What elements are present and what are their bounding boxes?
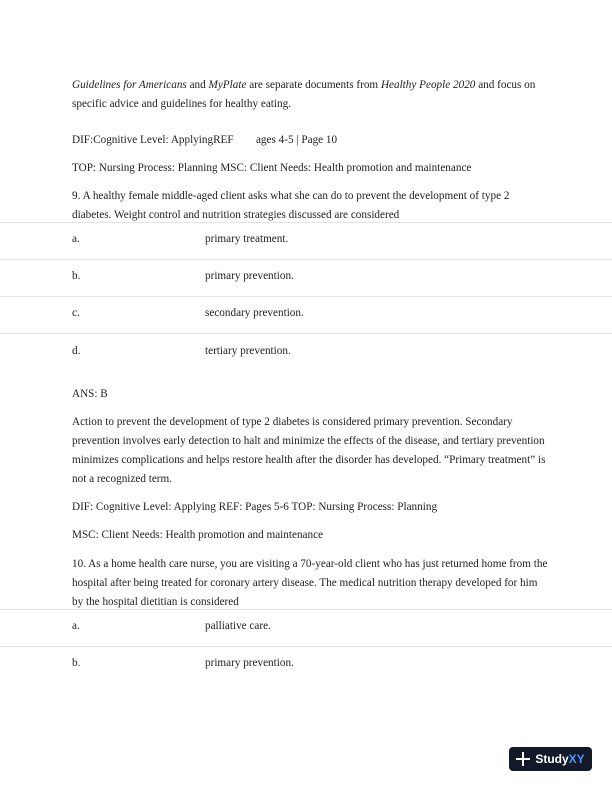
divider [0,609,612,610]
option-text: palliative care. [205,620,271,632]
q8-dif-line: DIF:Cognitive Level: ApplyingREF ages 4-5 | Page 10 [72,134,338,146]
option-letter: a. [72,233,80,245]
q8-top-line: TOP: Nursing Process: Planning MSC: Client Needs: Health promotion and maintenance [72,162,472,174]
q10-option-a [0,620,612,638]
option-letter: c. [72,307,80,319]
brand-name [535,752,584,766]
guidelines-title: Guidelines for Americans [72,79,187,91]
divider [0,333,612,334]
option-letter: d. [72,345,81,357]
intro-text-3: and focus on specific advice and guidelines for healthy eating. [72,79,536,110]
option-text: tertiary prevention. [205,345,291,357]
intro-text-1: and [186,79,209,91]
q10-stem: 10. As a home health care nurse, you are visiting a 70-year-old client who has just returned home from the hospital after being treated for coronary artery disease. The medical nutrition therapy developed for him by the hospital dietitian is considered [72,558,548,608]
divider [0,222,612,223]
divider [0,296,612,297]
studyxy-logo-badge[interactable] [509,747,592,771]
q9-answer: ANS: B [72,388,108,400]
q9-msc-line: MSC: Client Needs: Health promotion and maintenance [72,529,324,541]
intro-paragraph [72,76,550,114]
q10-option-b [0,657,612,675]
option-letter: b. [72,270,81,282]
q9-rationale: Action to prevent the development of type 2 diabetes is considered primary prevention. Secondary prevention involves early detection to halt and minimize the effects of the disease, and tertiary prevention minimizes complications and helps restore health after the disorder has developed. “Primary treatment” is not a recognized term. [72,416,546,485]
q9-stem: 9. A healthy female middle-aged client asks what she can do to prevent the development of type 2 diabetes. Weight control and nutrition strategies discussed are considered [72,190,510,221]
q9-option-c [0,307,612,325]
divider [0,646,612,647]
brand-main: Study [535,752,569,766]
option-text: primary prevention. [205,657,294,669]
q9-dif-line: DIF: Cognitive Level: Applying REF: Pages 5-6 TOP: Nursing Process: Planning [72,501,438,513]
q9-option-b [0,270,612,288]
healthy-people-title: Healthy People 2020 [380,79,476,91]
intro-text-2: are separate documents from [246,79,381,91]
option-text: primary treatment. [205,233,289,245]
myplate-title: MyPlate [208,79,247,91]
divider [0,259,612,260]
brand-accent: XY [568,752,585,766]
option-letter: b. [72,657,81,669]
option-text: primary prevention. [205,270,294,282]
q9-option-d [0,345,612,363]
option-text: secondary prevention. [205,307,304,319]
plus-icon [516,752,530,766]
q9-option-a [0,233,612,251]
option-letter: a. [72,620,80,632]
